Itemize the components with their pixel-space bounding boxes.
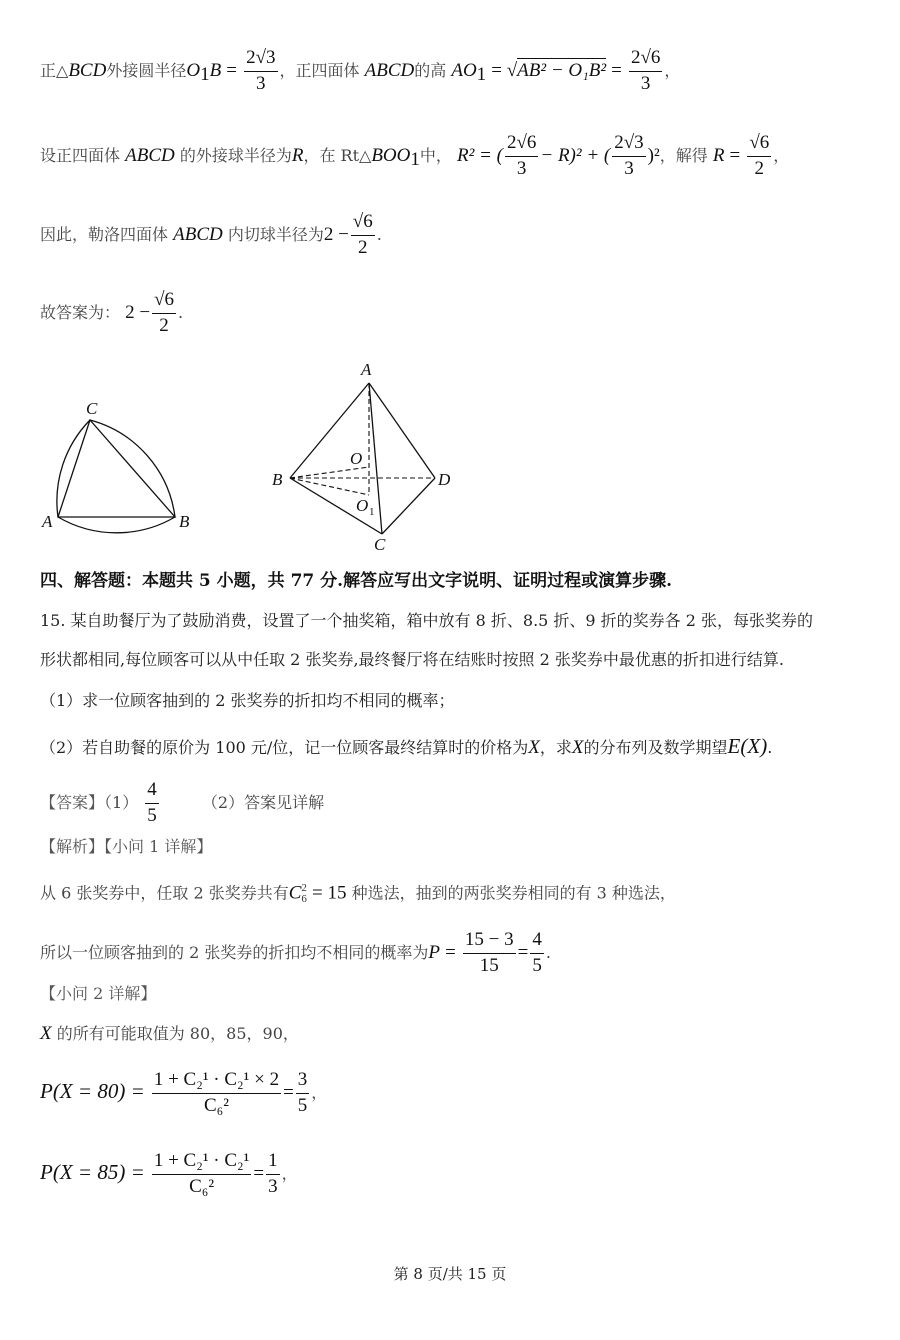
text: 的高 — [414, 60, 447, 80]
fraction — [244, 48, 277, 95]
text: 设正四面体 — [40, 145, 121, 165]
fraction — [612, 133, 645, 180]
text: 种选法，抽到的两张奖券相同的有 3 种选法， — [351, 883, 676, 903]
math-var: B — [209, 59, 222, 81]
solution1-line1 — [40, 883, 676, 905]
fraction-denominator: 3 — [624, 157, 634, 179]
fraction — [296, 1070, 310, 1117]
fraction — [152, 1151, 252, 1198]
text: 因此，勒洛四面体 — [40, 224, 169, 244]
fraction — [145, 780, 159, 827]
math-eq: = — [283, 1081, 294, 1103]
math-var: X — [528, 737, 540, 758]
label-A: A — [42, 512, 53, 531]
fraction-denominator: 5 — [532, 954, 542, 976]
text: ， — [773, 145, 790, 165]
math-var: R — [712, 144, 725, 166]
text: ，求 — [539, 738, 572, 757]
fraction-numerator: √6 — [152, 290, 176, 314]
text: 从 6 张奖券中，任取 2 张奖券共有 — [40, 883, 289, 903]
fraction-numerator: 4 — [530, 930, 544, 954]
fraction — [463, 930, 516, 977]
line-inscribed-radius — [40, 212, 382, 259]
fraction-denominator: 2 — [358, 236, 368, 258]
page-footer: 第 8 页/共 15 页 — [393, 1265, 507, 1283]
text: 内切球半径为 — [227, 224, 324, 244]
math-eq: = — [445, 941, 456, 963]
math-supsub — [301, 883, 307, 905]
text: ， — [664, 60, 681, 80]
math-var: ABCD — [173, 223, 223, 245]
math-var: X — [40, 1023, 52, 1044]
text: 的外接球半径为 — [179, 145, 292, 165]
solution2-values — [40, 1024, 299, 1043]
fraction-numerator: 2√6 — [505, 133, 538, 157]
fraction — [505, 133, 538, 180]
fraction — [530, 930, 544, 977]
math-var: O — [186, 59, 201, 81]
text: ，解得 — [659, 145, 708, 165]
label-O1: O — [356, 496, 369, 515]
segment-BO1 — [290, 478, 369, 495]
text: 的所有可能取值为 80，85，90， — [56, 1024, 299, 1043]
label-D: D — [438, 470, 451, 489]
fraction-denominator: C₆² — [189, 1175, 215, 1197]
text: 正△ — [40, 60, 69, 80]
text: （1） — [104, 792, 139, 812]
text: 外接圆半径 — [106, 60, 187, 80]
math-expr: P(X = 80) = — [40, 1078, 145, 1103]
fraction-denominator: 3 — [516, 157, 527, 179]
fraction — [152, 290, 176, 337]
math-var: AO — [451, 59, 477, 81]
line-answer-summary — [40, 290, 183, 337]
question-15-line2: 形状都相同,每位顾客可以从中任取 2 张奖券,最终餐厅将在结账时按照 2 张奖券中最优惠的折扣进行结算. — [40, 650, 784, 669]
fraction-denominator: 3 — [256, 72, 266, 94]
text: ， — [281, 1163, 298, 1183]
math-var: C — [288, 882, 302, 904]
text: . — [178, 302, 184, 322]
fraction-numerator: 2√3 — [244, 48, 277, 72]
math-var: ABCD — [364, 59, 415, 81]
reuleaux-triangle-figure — [30, 395, 210, 545]
edge-AD — [369, 383, 435, 478]
math-sub: 1 — [410, 149, 420, 171]
text: （2）答案见详解 — [201, 792, 325, 812]
fraction — [266, 1151, 280, 1198]
fraction-numerator: 1 + C₂¹ · C₂¹ — [152, 1151, 252, 1175]
math-var: X — [571, 737, 584, 758]
math-var: P — [428, 941, 440, 963]
label-B: B — [179, 512, 190, 531]
p-x-85 — [40, 1151, 298, 1198]
fraction — [351, 212, 375, 259]
text: （2）若自助餐的原价为 100 元/位，记一位顾客最终结算时的价格为 — [40, 738, 529, 757]
text: 中， — [419, 145, 452, 165]
solution1-line2 — [40, 930, 551, 977]
math-eq: = √ — [491, 59, 518, 81]
math-sub: 1 — [200, 64, 210, 86]
math-eq: = — [517, 941, 529, 963]
fraction — [629, 48, 662, 95]
text: 故答案为： — [40, 302, 121, 322]
math-var: BOO — [371, 144, 411, 166]
fraction-denominator: C₆² — [203, 1094, 229, 1116]
text: . — [376, 224, 382, 244]
text: 所以一位顾客抽到的 2 张奖券的折扣均不相同的概率为 — [40, 942, 429, 962]
math-expr: R² = ( — [456, 144, 503, 166]
math-expr: 2 − — [125, 301, 151, 323]
math-expr: E(X) — [727, 734, 768, 758]
text: 的分布列及数学期望 — [583, 738, 728, 757]
math-expr: 2 − — [323, 223, 349, 245]
math-expr: P(X = 85) = — [40, 1159, 145, 1184]
math-expr: − R)² + ( — [540, 144, 611, 166]
math-var: R — [291, 144, 304, 166]
math-eq: = — [253, 1162, 265, 1184]
fraction-denominator: 15 — [479, 954, 499, 976]
fraction-numerator: 3 — [296, 1070, 310, 1094]
fraction — [747, 133, 771, 180]
tetrahedron-figure — [265, 355, 465, 555]
fraction-denominator: 5 — [147, 804, 157, 826]
fraction-denominator: 2 — [159, 314, 169, 336]
fraction-denominator: 3 — [268, 1175, 278, 1197]
label-O1-sub: 1 — [369, 506, 375, 518]
fraction-numerator: 1 + C₂¹ · C₂¹ × 2 — [152, 1070, 281, 1094]
math-eq: = — [729, 144, 741, 166]
fraction-numerator: 2√3 — [612, 133, 645, 157]
line-sphere-radius — [40, 133, 789, 180]
math-expr: = 15 — [312, 882, 347, 904]
fraction-numerator: 4 — [145, 780, 159, 804]
fraction-denominator: 2 — [754, 157, 765, 179]
fraction-numerator: 1 — [266, 1151, 280, 1175]
question-15-part2 — [40, 736, 772, 757]
label-B: B — [272, 470, 283, 489]
label-C: C — [374, 535, 386, 554]
math-var: ABCD — [125, 144, 175, 166]
fraction-numerator: 2√6 — [629, 48, 662, 72]
text: ，正四面体 — [279, 60, 360, 80]
label-A: A — [361, 360, 372, 379]
fraction — [152, 1070, 281, 1117]
edge-DC — [382, 478, 435, 534]
text: . — [767, 738, 773, 757]
sub2-label: 【小问 2 详解】 — [40, 984, 157, 1003]
p-x-80 — [40, 1070, 327, 1117]
question-15-part1: （1）求一位顾客抽到的 2 张奖券的折扣均不相同的概率； — [40, 691, 455, 710]
answer-label: 【答案】 — [40, 792, 105, 812]
line-circumradius — [40, 48, 680, 95]
math-eq: = — [611, 59, 622, 81]
math-sub: 6 — [301, 893, 307, 905]
segment-BO — [290, 467, 369, 478]
section-heading: 四、解答题：本题共 5 小题，共 77 分.解答应写出文字说明、证明过程或演算步骤. — [40, 571, 672, 591]
label-C: C — [86, 399, 98, 418]
label-O: O — [350, 449, 363, 468]
math-sup: 2 — [301, 882, 307, 894]
radicand: AB² − O₁B² — [517, 59, 607, 81]
question-15-line1: 15. 某自助餐厅为了鼓励消费，设置了一个抽奖箱，箱中放有 8 折、8.5 折、9 折的奖券各 2 张，每张奖券的 — [40, 611, 814, 630]
text: . — [545, 942, 551, 962]
fraction-numerator: 15 − 3 — [463, 930, 516, 954]
answer-line — [40, 780, 324, 827]
math-expr: )² — [647, 144, 660, 166]
text: ， — [311, 1082, 328, 1102]
analysis-label: 【解析】【小问 1 详解】 — [40, 837, 213, 856]
fraction-denominator: 5 — [297, 1094, 308, 1116]
text: ，在 Rt△ — [303, 145, 372, 165]
math-var: BCD — [68, 59, 107, 81]
fraction-numerator: √6 — [351, 212, 375, 236]
fraction-denominator: 3 — [640, 72, 651, 94]
fraction-numerator: √6 — [747, 133, 771, 157]
arc-bottom — [58, 517, 175, 533]
math-eq: = — [226, 59, 237, 81]
math-sub: 1 — [476, 64, 487, 86]
